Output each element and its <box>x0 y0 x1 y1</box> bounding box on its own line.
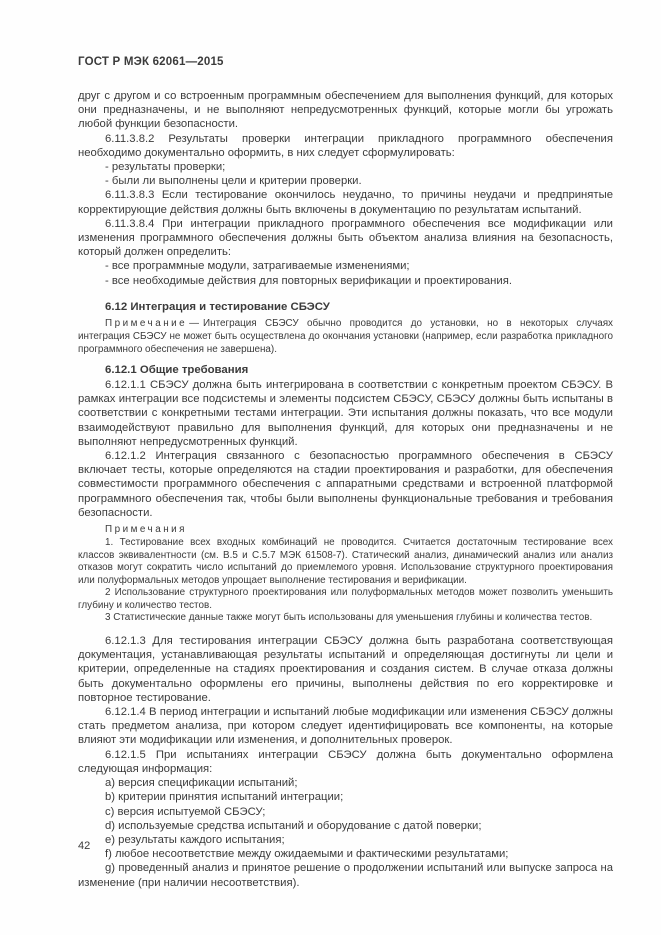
note-6-12 <box>78 318 613 357</box>
list-item-a: a) версия спецификации испытаний; <box>105 777 298 790</box>
note-label: Примечание <box>105 318 188 330</box>
paragraph-6-11-3-8-4: 6.11.3.8.4 При интеграции прикладного программного обеспечения все модификации или изменения программного обеспечения должны быть объектом анализа влияния на безопасность, который должен определить: <box>78 217 613 259</box>
paragraph-6-11-3-8-2: 6.11.3.8.2 Результаты проверки интеграции прикладного программного обеспечения необходимо документально оформить, в них следует сформулировать: <box>78 132 613 159</box>
section-heading-6-12: 6.12 Интеграция и тестирование СБЭСУ <box>105 300 330 313</box>
document-title: ГОСТ Р МЭК 62061—2015 <box>78 56 224 68</box>
note-item-2: 2 Использование структурного проектирования или полуформальных методов может позволить уменьшить глубину и количество тестов. <box>78 587 613 611</box>
paragraph-6-12-1-3: 6.12.1.3 Для тестирования интеграции СБЭСУ должна быть разработана соответствующая документация, устанавливающая результаты испытаний и определяющая достигнуты ли цели и критерии, определенные на стадиях проектирования и создания систем. В случае отказа должны быть документально оформлены его причины, выполнены действия по его корректировке и повторное тестирование. <box>78 635 613 704</box>
paragraph-6-12-1-2: 6.12.1.2 Интеграция связанного с безопасностью программного обеспечения в СБЭСУ включает тесты, которые определяются на стадии проектирования и разработки, для обеспечения совместимости программного обеспечения с аппаратными средствами и встроенной платформой программного обеспечения так, чтобы были выполнены функциональные требования и требования безопасности. <box>78 449 613 519</box>
paragraph-6-12-1-5: 6.12.1.5 При испытаниях интеграции СБЭСУ должна быть документально оформлена следующая информация: <box>78 748 613 775</box>
list-item: - все программные модули, затрагиваемые изменениями; <box>105 260 410 273</box>
page-number: 42 <box>78 840 91 852</box>
section-heading-6-12-1: 6.12.1 Общие требования <box>105 363 249 376</box>
paragraph-6-11-3-8-3: 6.11.3.8.3 Если тестирование окончилось неудачно, то причины неудачи и предпринятые корректирующие действия должны быть включены в документацию по результатам испытаний. <box>78 189 613 216</box>
note-text: Интеграция СБЭСУ обычно проводится до установки, но в некоторых случаях интеграция СБЭСУ не может быть осуществлена до окончания установки (например, если разработка прикладного программного обеспечения не завершена). <box>78 318 613 355</box>
list-item-e: e) результаты каждого испытания; <box>105 833 285 846</box>
note-item-3: 3 Статистические данные также могут быть использованы для уменьшения глубины и количества тестов. <box>105 612 593 624</box>
paragraph-6-12-1-4: 6.12.1.4 В период интеграции и испытаний любые модификации или изменения СБЭСУ должны стать предметом анализа, при котором следует идентифицировать все компоненты, на которые влияют эти модификации или изменения, и дополнительных проверок. <box>78 706 613 747</box>
notes-block <box>78 524 613 625</box>
note-item-1: 1. Тестирование всех входных комбинаций не проводится. Считается достаточным тестирование всех классов эквивалентности (см. В.5 и С.5.7 МЭК 61508-7). Статический анализ, динамический анализ или анализ отказов могут сократить число испытаний до приемлемого уровня. Использование структурного проектирования или полуформальных методов упрощает выполнение тестирования и верификации. <box>78 536 613 586</box>
list-item-f: f) любое несоответствие между ожидаемыми и фактическими результатами; <box>105 848 509 861</box>
document-content <box>78 56 613 890</box>
list-item-g: g) проведенный анализ и принятое решение о продолжении испытаний или выпуске запроса на изменение (при наличии несоответствия). <box>78 862 613 889</box>
paragraph-6-12-1-1: 6.12.1.1 СБЭСУ должна быть интегрирована в соответствии с конкретным проектом СБЭСУ. В рамках интеграции все подсистемы и элементы подсистем СБЭСУ, СБЭСУ должны быть испытаны в соответствии с конкретными тестами интеграции. Эти испытания должны показать, что все модули взаимодействуют правильно для выполнения функций, для которых они предназначены и не выполняют непредусмотренных функций. <box>78 378 613 448</box>
list-item: - все необходимые действия для повторных верификации и проектирования. <box>105 274 512 287</box>
list-item-c: c) версия испытуемой СБЭСУ; <box>105 805 266 818</box>
list-item: - результаты проверки; <box>105 161 226 174</box>
list-item-b: b) критерии принятия испытаний интеграции; <box>105 791 344 804</box>
note-dash: — <box>189 318 200 330</box>
notes-title: Примечания <box>105 524 188 535</box>
list-item-d: d) используемые средства испытаний и оборудование с датой поверки; <box>105 819 482 832</box>
list-item: - были ли выполнены цели и критерии проверки. <box>105 175 362 188</box>
paragraph-continuation: друг с другом и со встроенным программным обеспечением для выполнения функций, для которых они предназначены, и не выполняют непредусмотренных функций, которые могли бы угрожать любой функции безопасности. <box>78 90 613 131</box>
